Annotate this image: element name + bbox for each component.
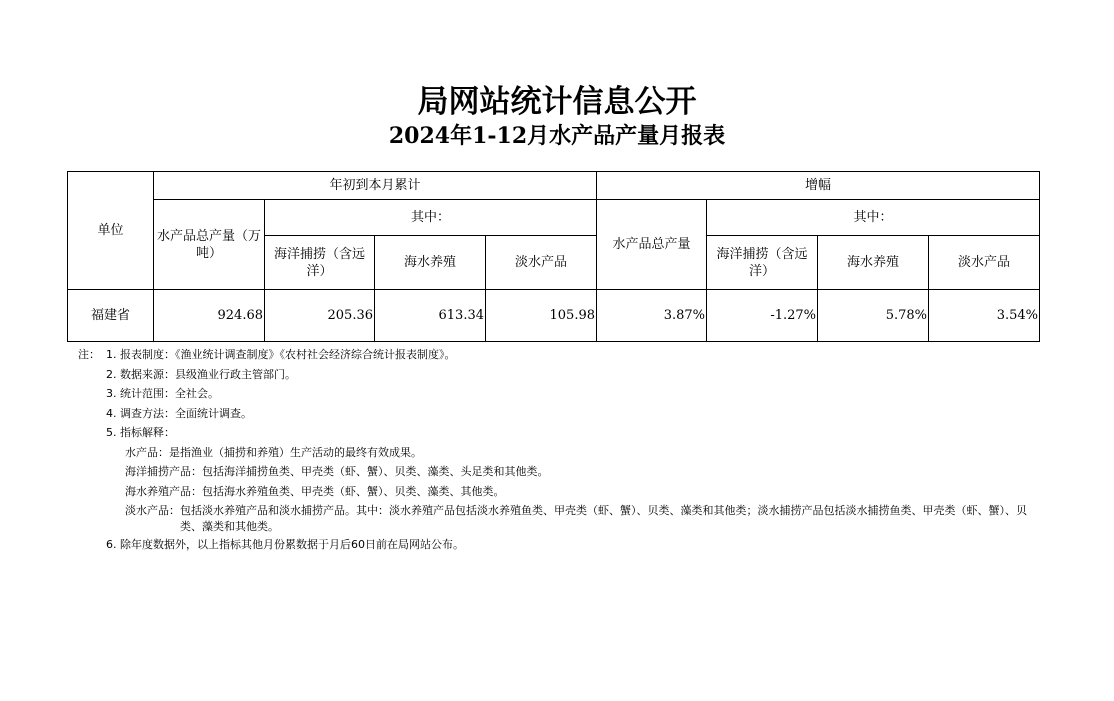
freshwater-growth-cell: 3.54% bbox=[929, 290, 1040, 342]
marine-catch-header: 海洋捕捞（含远洋） bbox=[265, 236, 375, 290]
note-3: 3. 统计范围：全社会。 bbox=[106, 387, 219, 400]
growth-header: 增幅 bbox=[597, 172, 1040, 200]
marine-catch-growth-header: 海洋捕捞（含远洋） bbox=[707, 236, 818, 290]
mariculture-growth-cell: 5.78% bbox=[818, 290, 929, 342]
freshwater-cell: 105.98 bbox=[486, 290, 597, 342]
total-growth-cell: 3.87% bbox=[597, 290, 707, 342]
total-output-unit-header: 水产品总产量（万吨） bbox=[154, 200, 265, 290]
note-5: 5. 指标解释： bbox=[106, 426, 175, 439]
definition-freshwater-text: 包括淡水养殖产品和淡水捕捞产品。其中：淡水养殖产品包括淡水养殖鱼类、甲壳类（虾、蟹）、贝类、藻类和其他类；淡水捕捞产品包括淡水捕捞鱼类、甲壳类（虾、蟹）、贝类、藻类和其他类。 bbox=[180, 504, 1027, 533]
mariculture-growth-header: 海水养殖 bbox=[818, 236, 929, 290]
note-4: 4. 调查方法：全面统计调查。 bbox=[106, 406, 252, 420]
page-title: 局网站统计信息公开 bbox=[417, 84, 697, 120]
note-1-text: 1. 报表制度：《渔业统计调查制度》《农村社会经济综合统计报表制度》。 bbox=[106, 348, 456, 361]
unit-header: 单位 bbox=[68, 172, 154, 290]
production-table bbox=[67, 171, 1040, 342]
marine-catch-cell: 205.36 bbox=[265, 290, 375, 342]
freshwater-growth-header: 淡水产品 bbox=[929, 236, 1040, 290]
report-subtitle: 2024年1-12月水产品产量月报表 bbox=[388, 123, 726, 149]
total-output-cell: 924.68 bbox=[154, 290, 265, 342]
definition-mariculture: 海水养殖产品：包括海水养殖鱼类、甲壳类（虾、蟹）、贝类、藻类、其他类。 bbox=[125, 484, 505, 498]
mariculture-cell: 613.34 bbox=[375, 290, 486, 342]
note-6: 6. 除年度数据外，以上指标其他月份累数据于月后60日前在局网站公布。 bbox=[106, 538, 464, 551]
note-2: 2. 数据来源：县级渔业行政主管部门。 bbox=[106, 367, 296, 381]
region-cell: 福建省 bbox=[68, 290, 154, 342]
total-output-growth-header: 水产品总产量 bbox=[597, 200, 707, 290]
mariculture-header: 海水养殖 bbox=[375, 236, 486, 290]
freshwater-header: 淡水产品 bbox=[486, 236, 597, 290]
of-which-header-growth: 其中： bbox=[707, 200, 1040, 236]
definition-aquatic: 水产品：是指渔业（捕捞和养殖）生产活动的最终有效成果。 bbox=[125, 445, 422, 459]
notes-section bbox=[78, 345, 1038, 555]
of-which-header-cumulative: 其中： bbox=[265, 200, 597, 236]
notes-prefix: 注： bbox=[78, 348, 100, 361]
definition-marine-catch: 海洋捕捞产品：包括海洋捕捞鱼类、甲壳类（虾、蟹）、贝类、藻类、头足类和其他类。 bbox=[125, 465, 549, 478]
marine-catch-growth-cell: -1.27% bbox=[707, 290, 818, 342]
definition-freshwater-label: 淡水产品： bbox=[125, 504, 180, 517]
note-1 bbox=[78, 345, 1038, 365]
table-row bbox=[68, 290, 1040, 342]
definition-freshwater bbox=[78, 501, 1038, 535]
cumulative-header: 年初到本月累计 bbox=[154, 172, 597, 200]
